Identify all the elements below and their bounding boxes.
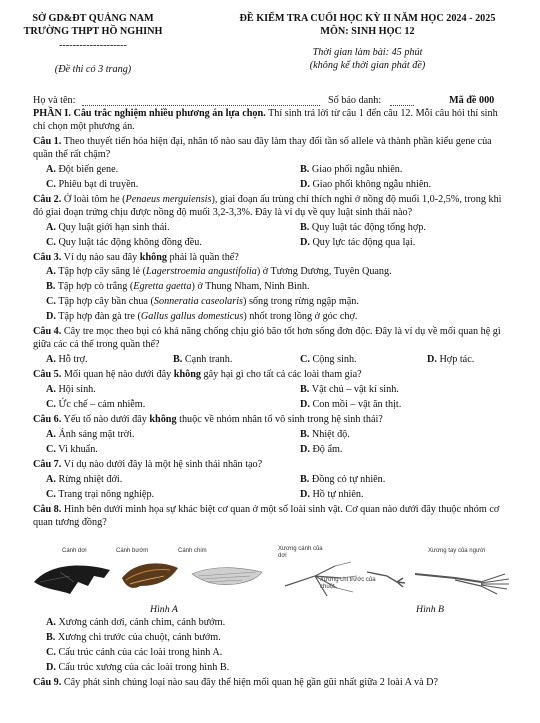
q1-option-d[interactable]: D. Giao phối không ngẫu nhiên. xyxy=(300,179,432,190)
figure-b-caption: Hình B xyxy=(416,604,445,615)
figure-a-wings xyxy=(30,556,270,606)
header-divider: -------------------- xyxy=(59,40,127,51)
fig-b-label-mouse: Xương chi trước của chuột xyxy=(320,577,376,590)
q4-option-a[interactable]: A. Hỗ trợ. xyxy=(46,354,88,365)
q3-option-b[interactable]: B. Tập hợp cò trắng (Egretta gaetta) ở Thung Nham, Ninh Bình. xyxy=(46,281,310,292)
question-1 xyxy=(33,136,503,161)
pages-note: (Đề thi có 3 trang) xyxy=(54,64,132,75)
student-id-label: Số báo danh: xyxy=(328,95,382,106)
q6-option-c[interactable]: C. Vi khuẩn. xyxy=(46,444,98,455)
q7-option-d[interactable]: D. Hồ tự nhiên. xyxy=(300,489,364,500)
q7-option-b[interactable]: B. Đồng cỏ tự nhiên. xyxy=(300,474,386,485)
exam-time-note: (không kể thời gian phát đề) xyxy=(309,60,426,71)
question-3: Câu 3. Ví dụ nào sau đây không phải là quần thể? xyxy=(33,252,239,263)
question-8: Câu 8. Hình bên dưới minh họa sự khác biệt cơ quan ở một số loài sinh vật. Cơ quan nào dưới đây thuộc nhóm cơ quan tương đồng? xyxy=(33,504,500,528)
q5-option-d[interactable]: D. Con mồi – vật ăn thịt. xyxy=(300,399,402,410)
part1-instruction: Thí sinh trả lời từ câu 1 đến câu 12. Mỗi câu hỏi thí sinh chỉ chọn một phương án. xyxy=(33,108,498,132)
question-4: Câu 4. Cây tre mọc theo bụi có khả năng chống chịu gió bão tốt hơn sống đơn độc. Đây là ví dụ về mối quan hệ gì giữa các cá thể trong quần thể? xyxy=(33,326,501,350)
part1-title: PHẦN I. Câu trắc nghiệm nhiều phương án lựa chọn. xyxy=(33,108,266,119)
fig-a-label-butterfly: Cánh bướm xyxy=(116,548,149,554)
fig-a-label-bat: Cánh dơi xyxy=(62,548,87,554)
exam-subject: MÔN: SINH HỌC 12 xyxy=(320,26,415,37)
part1-heading xyxy=(33,108,503,133)
q8-option-a[interactable]: A. Xương cánh dơi, cánh chim, cánh bướm. xyxy=(46,617,226,628)
question-5: Câu 5. Mối quan hệ nào dưới đây không gây hại gì cho tất cả các loài tham gia? xyxy=(33,369,362,380)
figure-a-caption: Hình A xyxy=(150,604,178,615)
q4-option-c[interactable]: C. Cộng sinh. xyxy=(300,354,357,365)
q6-option-b[interactable]: B. Nhiệt độ. xyxy=(300,429,350,440)
fig-b-label-human: Xương tay của người xyxy=(428,548,486,554)
department-name: SỞ GD&ĐT QUẢNG NAM xyxy=(32,13,154,24)
q5-option-c[interactable]: C. Ức chế – cảm nhiễm. xyxy=(46,399,146,410)
question-7: Câu 7. Ví dụ nào dưới đây là một hệ sinh thái nhân tạo? xyxy=(33,459,263,470)
q3-option-c[interactable]: C. Tập hợp cây bần chua (Sonneratia caseolaris) sống trong rừng ngập mặn. xyxy=(46,296,359,307)
fig-a-label-bird: Cánh chim xyxy=(178,548,207,554)
question-2: Câu 2. Ở loài tôm he (Penaeus merguiensis), giai đoạn ấu trùng chỉ thích nghi ở nồng độ muối 1,0-2,5%, trong khi đó giai đoạn trứng chịu được nồng độ muối 3,2-3,3%. Đây là ví dụ về quy luật sinh thái nào? xyxy=(33,194,502,218)
question-9: Câu 9. Cây phát sinh chủng loại nào sau đây thể hiện mối quan hệ gần gũi nhất giữa 2 loài A và D? xyxy=(33,677,439,688)
q2-option-d[interactable]: D. Quy lực tác động qua lại. xyxy=(300,237,416,248)
student-id-field[interactable] xyxy=(390,104,414,106)
question-text: Theo thuyết tiến hóa hiện đại, nhân tố nào sau đây làm thay đổi tần số allele và thành phần kiểu gene của quần thể rất chậm? xyxy=(33,136,492,160)
q2-option-b[interactable]: B. Quy luật tác động tổng hợp. xyxy=(300,222,426,233)
student-name-label: Họ và tên: xyxy=(33,95,76,106)
exam-code: Mã đề 000 xyxy=(449,95,495,106)
q8-option-c[interactable]: C. Cấu trúc cánh của các loài trong hình A. xyxy=(46,647,223,658)
q2-option-a[interactable]: A. Quy luật giới hạn sinh thái. xyxy=(46,222,170,233)
exam-time: Thời gian làm bài: 45 phút xyxy=(312,47,423,58)
q8-option-d[interactable]: D. Cấu trúc xương của các loài trong hình B. xyxy=(46,662,230,673)
school-name: TRƯỜNG THPT HỒ NGHINH xyxy=(23,26,163,37)
q7-option-a[interactable]: A. Rừng nhiệt đới. xyxy=(46,474,123,485)
question-6: Câu 6. Yếu tố nào dưới đây không thuộc về nhóm nhân tố vô sinh trong hệ sinh thái? xyxy=(33,414,383,425)
q1-option-a[interactable]: A. Đột biến gene. xyxy=(46,164,119,175)
question-number: Câu 1. xyxy=(33,136,62,147)
exam-title: ĐỀ KIỂM TRA CUỐI HỌC KỲ II NĂM HỌC 2024 - 2025 xyxy=(239,13,496,24)
student-name-field[interactable] xyxy=(82,104,320,106)
q8-option-b[interactable]: B. Xương chi trước của chuột, cánh bướm. xyxy=(46,632,221,643)
figure-b-bones xyxy=(275,556,530,604)
q6-option-d[interactable]: D. Độ ẩm. xyxy=(300,444,343,455)
q4-option-b[interactable]: B. Cạnh tranh. xyxy=(173,354,233,365)
q5-option-b[interactable]: B. Vật chủ – vật kí sinh. xyxy=(300,384,399,395)
q3-option-d[interactable]: D. Tập hợp đàn gà tre (Gallus gallus domesticus) nhốt trong lồng ở góc chợ. xyxy=(46,311,358,322)
q1-option-c[interactable]: C. Phiêu bạt di truyền. xyxy=(46,179,139,190)
fig-b-label-bat: Xương cánh của dơi xyxy=(278,546,323,559)
q2-option-c[interactable]: C. Quy luật tác động không đồng đều. xyxy=(46,237,202,248)
q4-option-d[interactable]: D. Hợp tác. xyxy=(427,354,475,365)
q1-option-b[interactable]: B. Giao phối ngẫu nhiên. xyxy=(300,164,403,175)
q5-option-a[interactable]: A. Hội sinh. xyxy=(46,384,96,395)
q7-option-c[interactable]: C. Trang trại nông nghiệp. xyxy=(46,489,155,500)
q3-option-a[interactable]: A. Tập hợp cây săng lẻ (Lagerstroemia angustifolia) ở Tương Dương, Tuyên Quang. xyxy=(46,266,392,277)
q6-option-a[interactable]: A. Ánh sáng mặt trời. xyxy=(46,429,135,440)
